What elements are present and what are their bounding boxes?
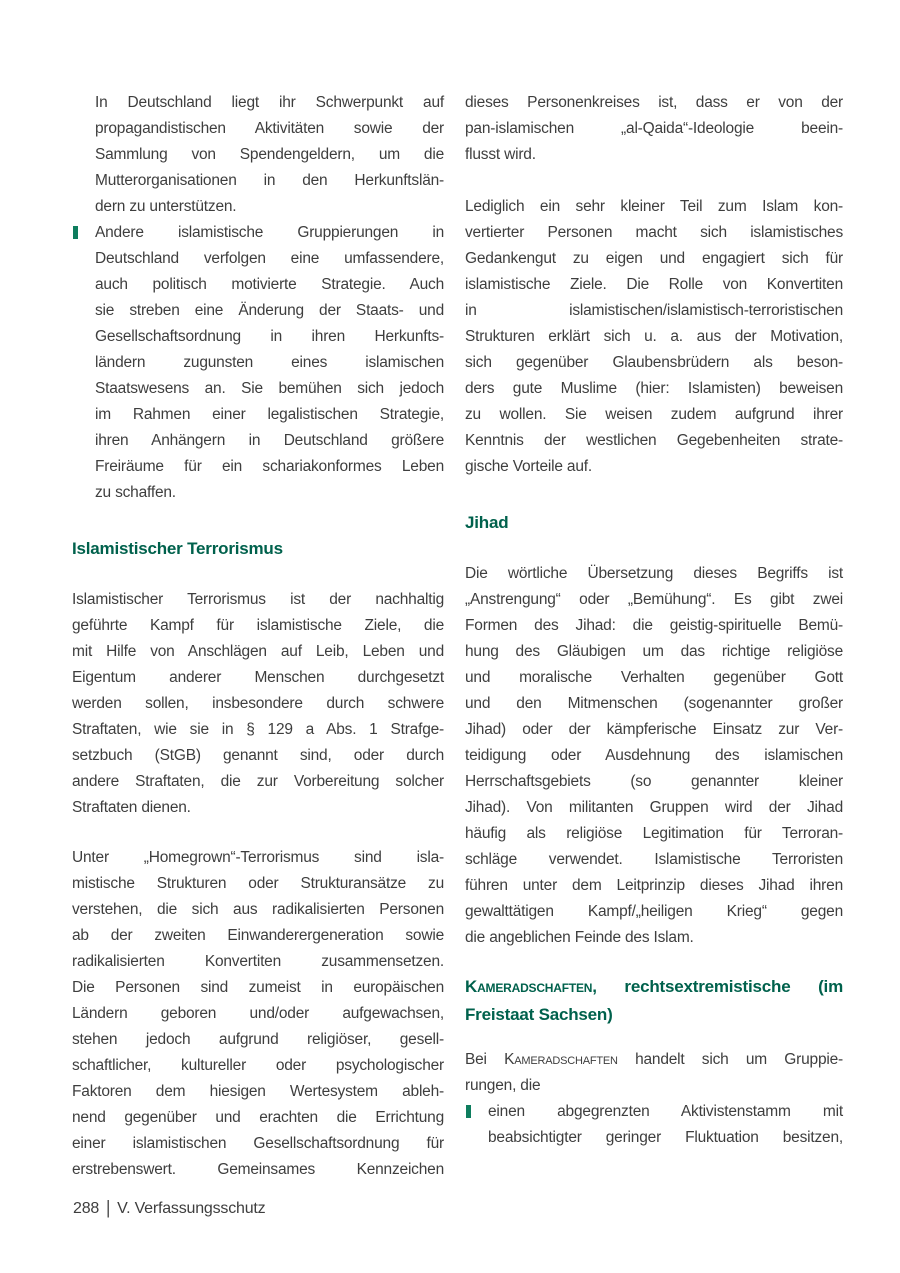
- section-heading-kameradschaften: [465, 973, 843, 1029]
- text-line: Faktoren dem hiesigen Wertesystem ableh-: [72, 1083, 444, 1100]
- page-number: 288: [73, 1200, 100, 1217]
- text-line: Staatswesens an. Sie bemühen sich jedoch: [95, 380, 444, 397]
- bullet-item-aktivistenstamm: [465, 1099, 843, 1151]
- text-line: ab der zweiten Einwanderergeneration sowie: [72, 927, 444, 944]
- text-line: teidigung oder Ausdehnung des islamischen: [465, 747, 843, 764]
- text-line: zu wollen. Sie weisen zudem aufgrund ihrer: [465, 406, 843, 423]
- text-line: radikalisierten Konvertiten zusammensetzen.: [72, 953, 444, 970]
- text-line: führen unter dem Leitprinzip dieses Jihad ihren: [465, 877, 843, 894]
- text-line: Herrschaftsgebiets (so genannter kleiner: [465, 773, 843, 790]
- text-line: einer islamistischen Gesellschaftsordnung für: [72, 1135, 444, 1152]
- green-bar-bullet-icon: [73, 226, 78, 239]
- text-line: häufig als religiöse Legitimation für Terroran-: [465, 825, 843, 842]
- text-line: und den Mitmenschen (sogenannter großer: [465, 695, 843, 712]
- text-line: auch politisch motivierte Strategie. Auch: [95, 276, 444, 293]
- text-line: geführte Kampf für islamistische Ziele, die: [72, 617, 444, 634]
- text-line: Lediglich ein sehr kleiner Teil zum Islam kon-: [465, 198, 843, 215]
- text-line: in islamistischen/islamistisch-terroristischen: [465, 302, 843, 319]
- text-line: Gedankengut zu eigen und engagiert sich für: [465, 250, 843, 267]
- text-line: Formen des Jihad: die geistig-spirituelle Bemü-: [465, 617, 843, 634]
- text-line: Unter „Homegrown“-Terrorismus sind isla-: [72, 849, 444, 866]
- intro-post-text: handelt sich um Gruppie-: [617, 1051, 843, 1068]
- paragraph-intro-continuation: [95, 90, 444, 220]
- text-line: setzbuch (StGB) genannt sind, oder durch: [72, 747, 444, 764]
- text-line: stehen jedoch aufgrund religiöser, gesell-: [72, 1031, 444, 1048]
- text-line: Sammlung von Spendengeldern, um die: [95, 146, 444, 163]
- text-line: Eigentum anderer Menschen durchgesetzt: [72, 669, 444, 686]
- text-line: beabsichtigter geringer Fluktuation besitzen,: [488, 1129, 843, 1146]
- text-line: verstehen, die sich aus radikalisierten Personen: [72, 901, 444, 918]
- heading-rest-text: rechtsextremistische (im: [596, 977, 843, 996]
- text-line: dern zu unterstützen.: [95, 198, 237, 215]
- text-line: Mutterorganisationen in den Herkunftslän-: [95, 172, 444, 189]
- text-line: Islamistischer Terrorismus ist der nachhaltig: [72, 591, 444, 608]
- paragraph-konvertiten: [465, 194, 843, 480]
- text-line: „Anstrengung“ oder „Bemühung“. Es gibt zwei: [465, 591, 843, 608]
- text-line: rungen, die: [465, 1077, 541, 1094]
- text-line: nend gegenüber und erachten die Errichtung: [72, 1109, 444, 1126]
- text-line: ihren Anhängern in Deutschland größere: [95, 432, 444, 449]
- text-line: hung des Gläubigen um das richtige religiöse: [465, 643, 843, 660]
- text-line: werden sollen, insbesondere durch schwere: [72, 695, 444, 712]
- text-line: dieses Personenkreises ist, dass er von der: [465, 94, 843, 111]
- text-line: einen abgegrenzten Aktivistenstamm mit: [488, 1103, 843, 1120]
- section-heading-jihad: Jihad: [465, 513, 509, 532]
- right-column: [465, 90, 843, 1151]
- intro-smallcaps-text: Kameradschaften: [504, 1051, 618, 1068]
- text-line: mistische Strukturen oder Strukturansätze zu: [72, 875, 444, 892]
- text-line: sie streben eine Änderung der Staats- und: [95, 302, 444, 319]
- paragraph-homegrown-terrorismus: [72, 845, 444, 1183]
- text-line: In Deutschland liegt ihr Schwerpunkt auf: [95, 94, 444, 111]
- text-line: mit Hilfe von Anschlägen auf Leib, Leben und: [72, 643, 444, 660]
- green-bar-bullet-icon: [466, 1105, 471, 1118]
- intro-pre-text: Bei: [465, 1051, 505, 1068]
- text-line: Straftaten dienen.: [72, 799, 191, 816]
- text-line: schaftlicher, kultureller oder psychologischer: [72, 1057, 444, 1074]
- text-line: ders gute Muslime (hier: Islamisten) beweisen: [465, 380, 843, 397]
- footer-section-label: V. Verfassungsschutz: [117, 1200, 266, 1217]
- text-line: gewalttätigen Kampf/„heiligen Krieg“ gegen: [465, 903, 843, 920]
- paragraph-jihad-definition: [465, 561, 843, 951]
- text-line: pan-islamischen „al-Qaida“-Ideologie beein-: [465, 120, 843, 137]
- text-line: Jihad). Von militanten Gruppen wird der Jihad: [465, 799, 843, 816]
- text-line: Freiräume für ein schariakonformes Leben: [95, 458, 444, 475]
- text-line: propagandistischen Aktivitäten sowie der: [95, 120, 444, 137]
- heading-smallcaps-text: Kameradschaften,: [465, 977, 597, 996]
- paragraph-personenkreis-continuation: [465, 90, 843, 168]
- text-line: gische Vorteile auf.: [465, 458, 592, 475]
- paragraph-kameradschaften-intro: [465, 1047, 843, 1099]
- bullet-item-text: [488, 1099, 843, 1151]
- text-line: Andere islamistische Gruppierungen in: [95, 224, 444, 241]
- text-line: Die wörtliche Übersetzung dieses Begriffs ist: [465, 565, 843, 582]
- text-line: islamistische Ziele. Die Rolle von Konvertiten: [465, 276, 843, 293]
- text-line: Deutschland verfolgen eine umfassendere,: [95, 250, 444, 267]
- text-line: ländern zugunsten eines islamischen: [95, 354, 444, 371]
- text-line: andere Straftaten, die zur Vorbereitung solcher: [72, 773, 444, 790]
- text-line: Ländern geboren und/oder aufgewachsen,: [72, 1005, 444, 1022]
- section-heading-islamistischer-terrorismus: Islamistischer Terrorismus: [72, 539, 283, 558]
- text-line: Kenntnis der westlichen Gegebenheiten strate-: [465, 432, 843, 449]
- text-line: zu schaffen.: [95, 484, 176, 501]
- text-line: Strukturen erklärt sich u. a. aus der Motivation,: [465, 328, 843, 345]
- text-line: flusst wird.: [465, 146, 536, 163]
- text-line: Jihad) oder der kämpferische Einsatz zur Ver-: [465, 721, 843, 738]
- text-line: im Rahmen einer legalistischen Strategie,: [95, 406, 444, 423]
- text-line: erstrebenswert. Gemeinsames Kennzeichen: [72, 1161, 444, 1178]
- text-line: und moralische Verhalten gegenüber Gott: [465, 669, 843, 686]
- paragraph-terrorismus-definition: [72, 587, 444, 821]
- text-line: [465, 1047, 843, 1073]
- bullet-item-andere-gruppierungen: [72, 220, 444, 506]
- text-line: vertierter Personen macht sich islamistisches: [465, 224, 843, 241]
- bullet-item-text: [95, 220, 444, 506]
- text-line: die angeblichen Feinde des Islam.: [465, 929, 694, 946]
- text-line: schläge verwendet. Islamistische Terroristen: [465, 851, 843, 868]
- text-line: sich gegenüber Glaubensbrüdern als beson-: [465, 354, 843, 371]
- heading-line: Freistaat Sachsen): [465, 1005, 613, 1024]
- page-footer: [73, 1196, 265, 1222]
- text-line: Die Personen sind zumeist in europäischen: [72, 979, 444, 996]
- left-column: [72, 90, 444, 1183]
- footer-divider: |: [106, 1198, 111, 1219]
- text-line: Gesellschaftsordnung in ihren Herkunfts-: [95, 328, 444, 345]
- text-line: Straftaten, wie sie in § 129 a Abs. 1 Strafge-: [72, 721, 444, 738]
- heading-line: [465, 973, 843, 1001]
